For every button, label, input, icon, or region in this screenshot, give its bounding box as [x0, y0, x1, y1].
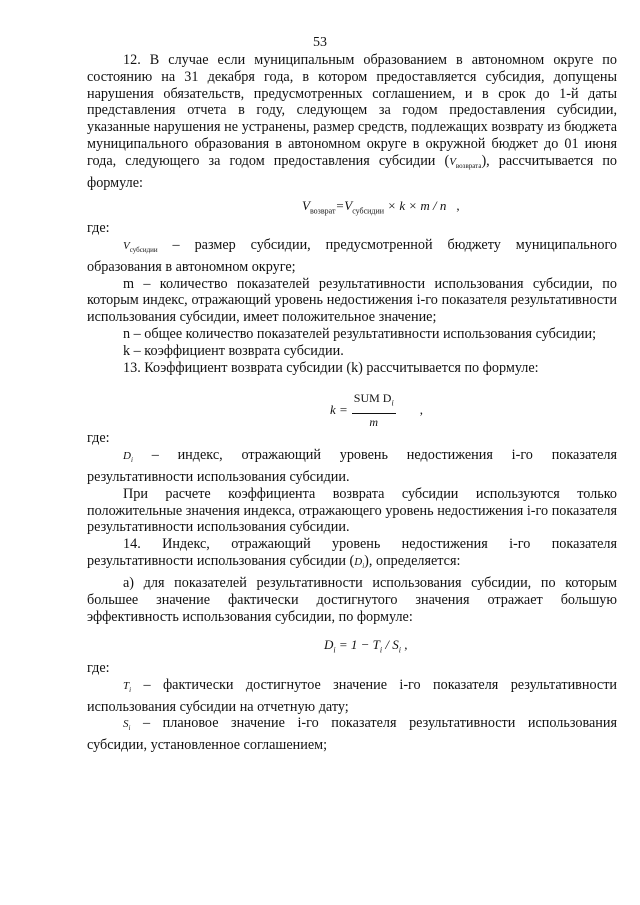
paragraph-14: 14. Индекс, отражающий уровень недостижения i-го показателя результативности использования субсидии $(D_i)$, определяется: [87, 536, 617, 571]
definition-ti: $T_i$ – фактически достигнутое значение i-го показателя результативности использования субсидии на отчетную дату; [87, 676, 617, 715]
paragraph-13: 13. Коэффициент возврата субсидии (k) рассчитывается по формуле: [123, 359, 539, 376]
v-return-symbol: $V_{возврата}$ [449, 155, 482, 170]
definition-v-subsidy: $V_{субсидии}$ – размер субсидии, предусмотренной бюджету муниципального образования в автономном округе; [87, 236, 617, 275]
where-label-3: где: [87, 659, 110, 676]
paragraph-12 [87, 52, 617, 192]
formula-coefficient: k = $\frac{SUM D_i}{m}$ , [330, 391, 423, 429]
definition-di: $D_i$ – индекс, отражающий уровень недостижения i-го показателя результативности использования субсидии. [87, 447, 617, 486]
formula-return-amount: $V_{возврат}=V_{субсидии} \times k \times m / n$ , [302, 197, 460, 216]
page-number: 53 [313, 35, 327, 50]
definition-n: n – общее количество показателей результативности использования субсидии; [123, 325, 597, 342]
document-body [87, 52, 617, 754]
paragraph-calculation: При расчете коэффициента возврата субсидии используются только положительные значения индекса, отражающего уровень недостижения i-го показателя результативности использования субсидии. [87, 485, 617, 536]
definition-m: m – количество показателей результативности использования субсидии, по которым индекс, отражающий уровень недостижения i-го показателя результативности использования субсидии, имеет положительное значение; [87, 275, 617, 326]
fraction: $\frac{SUM D_i}{m}$ [353, 391, 394, 429]
p12-end: ), рассчитывается по формуле: [87, 152, 618, 191]
definition-k: k – коэффициент возврата субсидии. [123, 342, 344, 359]
p12-text: 12. В случае если муниципальным образованием в автономном округе по состоянию на 31 декабря года, в котором предоставляется субсидия, допущены нарушения обязательств, предусмотренных соглашением, и в срок до 1-й даты представления отчета в году, следующем за годом предоставления субсидии, указанные нарушения не устранены, размер средств, подлежащих возврату из бюджета муниципального образования в автономном округе в окружной бюджет до 01 июня года, следующего за годом предоставления субсидии ( [87, 52, 617, 169]
definition-si: $S_i$ – плановое значение i-го показателя результативности использования субсидии, установленное соглашением; [87, 715, 617, 754]
paragraph-a: а) для показателей результативности использования субсидии, по которым большее значение фактически достигнутого значения отражает большую эффективность использования субсидии, по формуле: [87, 575, 617, 625]
where-label-2: где: [87, 430, 110, 447]
formula-index-di: $D_i = 1 - T_i / S_i$ , [324, 637, 408, 656]
where-label-1: где: [87, 219, 110, 236]
